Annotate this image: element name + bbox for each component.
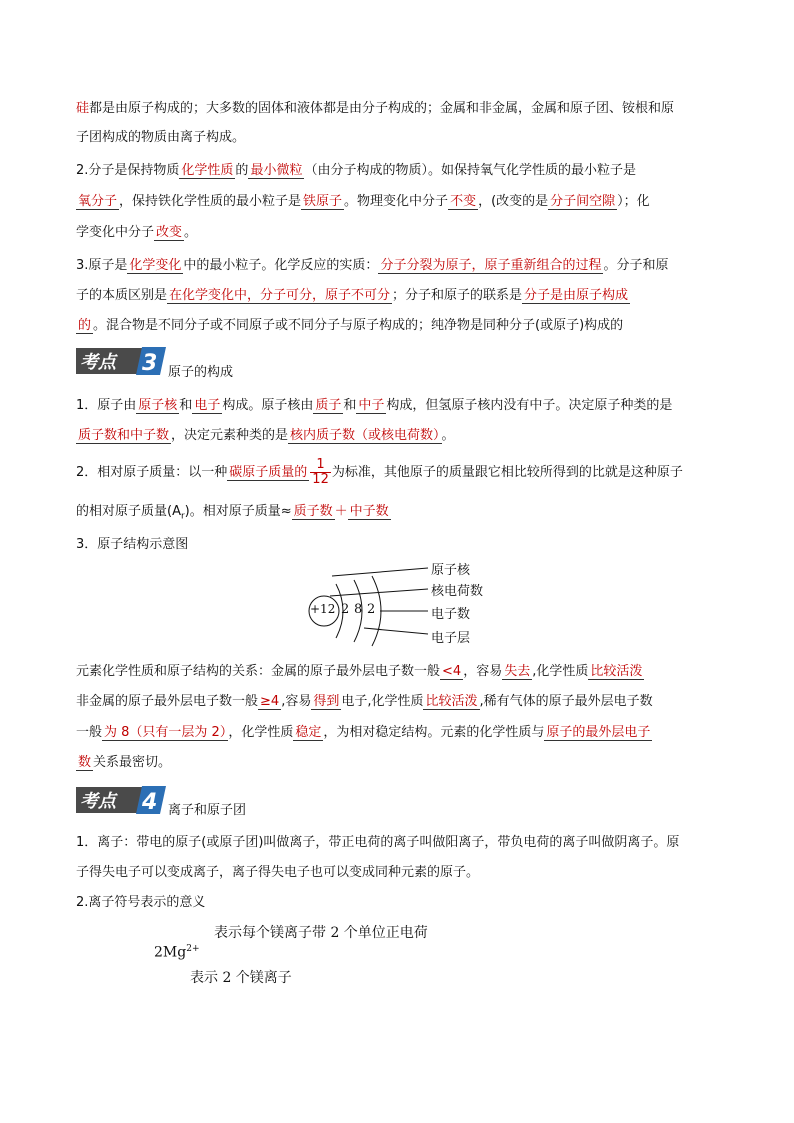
relation-line-2: 非金属的原子最外层电子数一般 ≥4 ,容易 得到 电子,化学性质 比较活泼 ,稀有气体的原子最外层电子数 <box>76 694 653 709</box>
section-badge-3 <box>76 346 168 376</box>
badge-3-icon <box>76 346 168 376</box>
badge-number: 4 <box>142 790 158 815</box>
label-electron-count: 电子数 <box>431 607 471 622</box>
shell-electron-count-3: 2 <box>367 602 376 617</box>
paragraph-2-line-2: 氧分子 ，保持铁化学性质的最小粒子是 铁原子 。物理变化中分子 不变 ，(改变的是 分子间空隙 ）；化 <box>78 194 650 209</box>
label-nuclear-charge: 核电荷数 <box>431 584 484 599</box>
section-title-4: 离子和原子团 <box>168 803 247 818</box>
badge-number: 3 <box>142 351 158 376</box>
fraction-one-twelfth: $\frac{1}{12}$ <box>312 457 329 487</box>
paragraph-1-line-1: 硅都是由原子构成的；大多数的固体和液体都是由分子构成的；金属和非金属，金属和原子团、铵根和原 <box>76 101 675 116</box>
label-electron-shell: 电子层 <box>431 631 471 646</box>
section-3-2-line-1: 2．相对原子质量：以一种 碳原子质量的 $\frac{1}{12}$ 为标准，其他原子的质量跟它相比较所得到的比就是这种原子 <box>76 457 683 487</box>
section-3-2-line-2: 的相对原子质量$(A_r)$。相对原子质量≈ 质子数 ＋ 中子数 <box>76 504 389 522</box>
paragraph-1-line-2: 子团构成的物质由离子构成。 <box>76 130 246 145</box>
ion-symbol: $2Mg^{2+}$ <box>154 944 200 961</box>
section-title-3: 原子的构成 <box>168 365 234 380</box>
highlight-text: 硅 <box>76 101 90 116</box>
paragraph-3-line-2: 子的本质区别是 在化学变化中，分子可分，原子不可分 ；分子和原子的联系是 分子是由原子构成 <box>76 288 629 303</box>
relation-line-1: 元素化学性质和原子结构的关系：金属的原子最外层电子数一般 <4 ，容易 失去 ,化学性质 比较活泼 <box>76 664 643 679</box>
shell-electron-count-2: 8 <box>354 602 363 617</box>
section-4-2-title: 2.离子符号表示的意义 <box>76 895 206 910</box>
relation-line-3: 一般 为 8（只有一层为 2） ，化学性质 稳定 ，为相对稳定结构。元素的化学性质与 原子的最外层电子 <box>76 725 651 740</box>
section-4-1-line-2: 子得失电子可以变成离子，离子得失电子也可以变成同种元素的原子。 <box>76 865 480 880</box>
section-3-1-line-1: 1．原子由 原子核 和 电子 构成。原子核由 质子 和 中子 构成，但氢原子核内没有中子。决定原子种类的是 <box>76 398 673 413</box>
ion-meaning-bottom: 表示 2 个镁离子 <box>190 970 292 986</box>
section-badge-4 <box>76 785 168 815</box>
relation-line-4: 数 关系最密切。 <box>78 755 172 770</box>
label-nucleus: 原子核 <box>431 563 471 578</box>
paragraph-3-line-1: 3.原子是 化学变化 中的最小粒子。化学反应的实质： 分子分裂为原子，原子重新组合的过程 。分子和原 <box>76 258 669 273</box>
paragraph-3-line-3: 的 。混合物是不同分子或不同原子或不同分子与原子构成的；纯净物是同种分子(或原子)构成的 <box>78 318 624 333</box>
badge-4-icon <box>76 785 168 815</box>
shell-electron-count-1: 2 <box>341 602 350 617</box>
nucleus-charge: +12 <box>310 602 336 616</box>
section-4-1-line-1: 1．离子：带电的原子(或原子团)叫做离子，带正电荷的离子叫做阳离子，带负电荷的离子叫做阴离子。原 <box>76 835 680 850</box>
paragraph-2-line-1: 2.分子是保持物质 化学性质 的 最小微粒 （由分子构成的物质）。如保持氧气化学性质的最小粒子是 <box>76 163 636 178</box>
paragraph-2-line-3: 学变化中分子 改变 。 <box>76 225 198 240</box>
badge-text: 考点 <box>80 352 116 373</box>
section-3-1-line-2: 质子数和中子数 ，决定元素种类的是 核内质子数（或核电荷数） 。 <box>78 428 455 443</box>
badge-text: 考点 <box>80 791 116 812</box>
ion-meaning-top: 表示每个镁离子带 2 个单位正电荷 <box>214 925 428 941</box>
section-3-3-title: 3．原子结构示意图 <box>76 537 189 552</box>
